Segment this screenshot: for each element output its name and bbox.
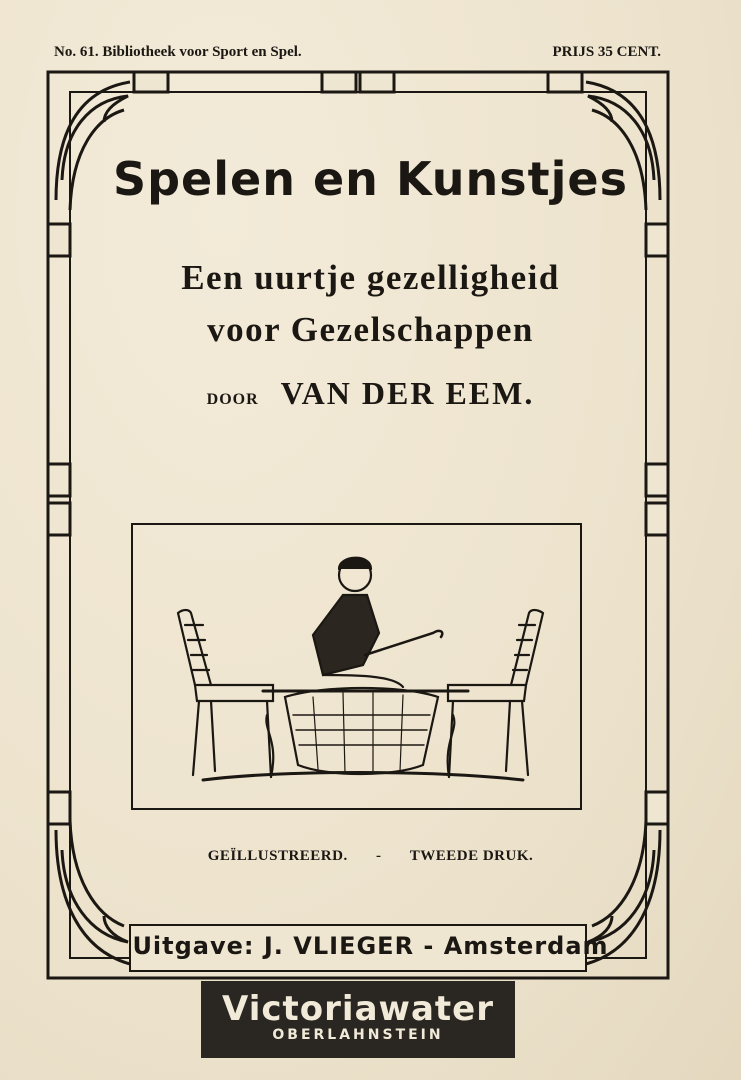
author-prefix: DOOR	[206, 391, 259, 408]
author-name: VAN DER EEM.	[280, 375, 535, 411]
print-edition-label: TWEEDE DRUK.	[409, 848, 534, 864]
advert-brand: Victoriawater	[222, 989, 494, 1029]
price-label: PRIJS 35 CENT.	[552, 44, 661, 60]
edition-separator: -	[375, 848, 382, 864]
subtitle-line-1: Een uurtje gezelligheid	[181, 258, 560, 297]
publisher-line: Uitgave: J. VLIEGER - Amsterdam	[132, 932, 609, 960]
edition-line	[0, 848, 741, 865]
author-line	[0, 375, 741, 412]
illustrated-label: GEÏLLUSTREERD.	[207, 848, 348, 864]
book-title: Spelen en Kunstjes	[113, 152, 628, 206]
subtitle-line-2: voor Gezelschappen	[207, 310, 534, 349]
advertisement-panel	[201, 981, 515, 1058]
advert-place: OBERLAHNSTEIN	[272, 1027, 444, 1043]
series-label: No. 61. Bibliotheek voor Sport en Spel.	[54, 44, 302, 60]
cover-illustration	[131, 523, 582, 810]
basket-chairs-illustration	[133, 525, 580, 808]
